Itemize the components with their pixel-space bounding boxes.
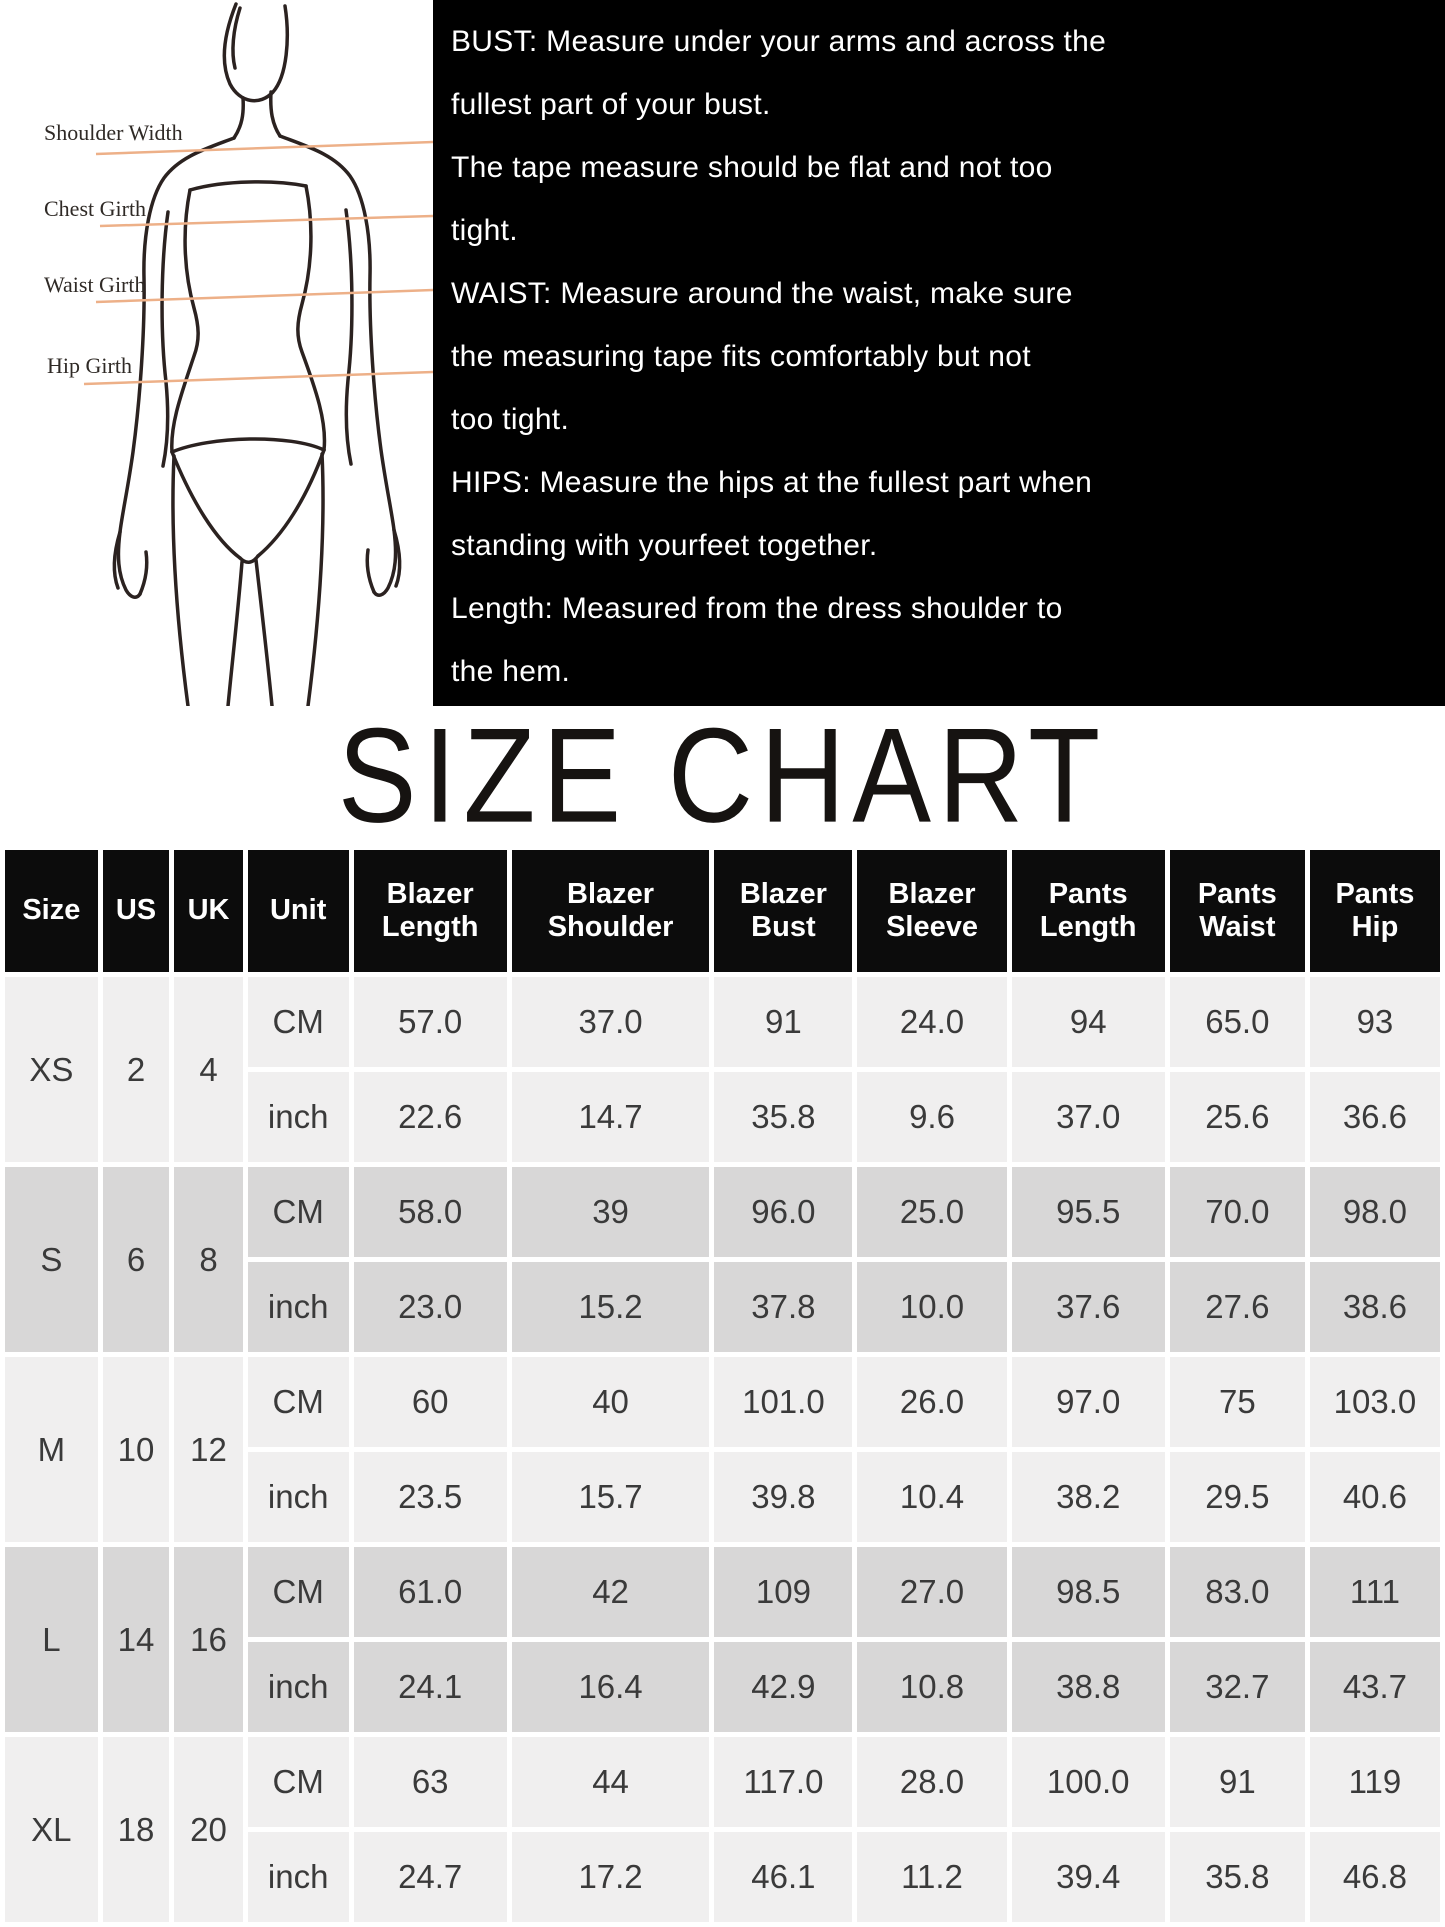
value-cell: 38.2: [1012, 1452, 1165, 1542]
size-cell: XS: [5, 977, 98, 1162]
us-cell: 2: [103, 977, 170, 1162]
size-row-cm: [5, 1357, 1440, 1447]
value-cell: 39.8: [714, 1452, 852, 1542]
value-cell: 39.4: [1012, 1832, 1165, 1922]
column-header: Pants Length: [1012, 850, 1165, 972]
value-cell: 37.0: [512, 977, 710, 1067]
hip-measure-line: [84, 372, 433, 384]
value-cell: 44: [512, 1737, 710, 1827]
us-cell: 18: [103, 1737, 170, 1922]
value-cell: 10.0: [857, 1262, 1006, 1352]
instruction-line: WAIST: Measure around the waist, make sure: [451, 276, 1073, 310]
value-cell: 95.5: [1012, 1167, 1165, 1257]
value-cell: 46.8: [1310, 1832, 1440, 1922]
value-cell: 14.7: [512, 1072, 710, 1162]
uk-cell: 20: [174, 1737, 243, 1922]
instruction-line: standing with yourfeet together.: [451, 528, 878, 562]
shoulder-width-label: Shoulder Width: [44, 120, 183, 145]
value-cell: 38.6: [1310, 1262, 1440, 1352]
column-header: Blazer Bust: [714, 850, 852, 972]
value-cell: 103.0: [1310, 1357, 1440, 1447]
figure-outline-path: [114, 4, 399, 706]
unit-cell: inch: [248, 1832, 349, 1922]
instruction-line: the measuring tape fits comfortably but not: [451, 339, 1031, 373]
instruction-line: BUST: Measure under your arms and across the: [451, 24, 1107, 58]
unit-cell: inch: [248, 1072, 349, 1162]
column-header: Size: [5, 850, 98, 972]
value-cell: 65.0: [1170, 977, 1305, 1067]
value-cell: 23.5: [354, 1452, 507, 1542]
instruction-line: The tape measure should be flat and not too: [451, 150, 1053, 184]
value-cell: 32.7: [1170, 1642, 1305, 1732]
value-cell: 91: [1170, 1737, 1305, 1827]
measure-lines: [84, 142, 433, 384]
value-cell: 25.6: [1170, 1072, 1305, 1162]
column-header: UK: [174, 850, 243, 972]
instruction-line: HIPS: Measure the hips at the fullest part when: [451, 465, 1093, 499]
value-cell: 9.6: [857, 1072, 1006, 1162]
unit-cell: inch: [248, 1262, 349, 1352]
value-cell: 35.8: [714, 1072, 852, 1162]
unit-cell: CM: [248, 977, 349, 1067]
waist-girth-label: Waist Girth: [44, 272, 146, 297]
uk-cell: 16: [174, 1547, 243, 1732]
value-cell: 25.0: [857, 1167, 1006, 1257]
value-cell: 98.0: [1310, 1167, 1440, 1257]
value-cell: 61.0: [354, 1547, 507, 1637]
value-cell: 57.0: [354, 977, 507, 1067]
value-cell: 29.5: [1170, 1452, 1305, 1542]
value-cell: 91: [714, 977, 852, 1067]
size-row-cm: [5, 1737, 1440, 1827]
value-cell: 38.8: [1012, 1642, 1165, 1732]
measuring-instructions-panel: [433, 0, 1445, 706]
unit-cell: CM: [248, 1737, 349, 1827]
column-header: Blazer Sleeve: [857, 850, 1006, 972]
us-cell: 14: [103, 1547, 170, 1732]
size-table: [0, 845, 1445, 1927]
measurement-section: [0, 0, 1445, 706]
value-cell: 24.7: [354, 1832, 507, 1922]
value-cell: 16.4: [512, 1642, 710, 1732]
column-header: Unit: [248, 850, 349, 972]
value-cell: 93: [1310, 977, 1440, 1067]
body-measurement-diagram: [0, 0, 433, 706]
page-title: SIZE CHART: [337, 700, 1108, 851]
value-cell: 97.0: [1012, 1357, 1165, 1447]
instruction-line: fullest part of your bust.: [451, 87, 771, 121]
size-cell: M: [5, 1357, 98, 1542]
title-row: [0, 700, 1445, 851]
instruction-line: too tight.: [451, 402, 570, 436]
value-cell: 42.9: [714, 1642, 852, 1732]
size-row-cm: [5, 1547, 1440, 1637]
value-cell: 94: [1012, 977, 1165, 1067]
us-cell: 10: [103, 1357, 170, 1542]
value-cell: 37.8: [714, 1262, 852, 1352]
value-cell: 36.6: [1310, 1072, 1440, 1162]
uk-cell: 4: [174, 977, 243, 1162]
value-cell: 11.2: [857, 1832, 1006, 1922]
value-cell: 17.2: [512, 1832, 710, 1922]
value-cell: 23.0: [354, 1262, 507, 1352]
value-cell: 117.0: [714, 1737, 852, 1827]
value-cell: 15.2: [512, 1262, 710, 1352]
us-cell: 6: [103, 1167, 170, 1352]
value-cell: 43.7: [1310, 1642, 1440, 1732]
value-cell: 27.0: [857, 1547, 1006, 1637]
column-header: Blazer Shoulder: [512, 850, 710, 972]
uk-cell: 8: [174, 1167, 243, 1352]
value-cell: 24.0: [857, 977, 1006, 1067]
value-cell: 46.1: [714, 1832, 852, 1922]
value-cell: 70.0: [1170, 1167, 1305, 1257]
value-cell: 63: [354, 1737, 507, 1827]
column-header: Blazer Length: [354, 850, 507, 972]
value-cell: 26.0: [857, 1357, 1006, 1447]
instruction-line: tight.: [451, 213, 518, 247]
value-cell: 58.0: [354, 1167, 507, 1257]
value-cell: 109: [714, 1547, 852, 1637]
value-cell: 39: [512, 1167, 710, 1257]
unit-cell: inch: [248, 1642, 349, 1732]
value-cell: 40.6: [1310, 1452, 1440, 1542]
value-cell: 15.7: [512, 1452, 710, 1542]
value-cell: 40: [512, 1357, 710, 1447]
waist-measure-line: [96, 290, 433, 302]
size-row-cm: [5, 977, 1440, 1067]
instruction-line: Length: Measured from the dress shoulder to: [451, 591, 1063, 625]
value-cell: 60: [354, 1357, 507, 1447]
unit-cell: CM: [248, 1167, 349, 1257]
unit-cell: CM: [248, 1547, 349, 1637]
value-cell: 35.8: [1170, 1832, 1305, 1922]
uk-cell: 12: [174, 1357, 243, 1542]
value-cell: 22.6: [354, 1072, 507, 1162]
value-cell: 42: [512, 1547, 710, 1637]
unit-cell: inch: [248, 1452, 349, 1542]
value-cell: 83.0: [1170, 1547, 1305, 1637]
hip-girth-label: Hip Girth: [47, 353, 132, 378]
value-cell: 96.0: [714, 1167, 852, 1257]
value-cell: 119: [1310, 1737, 1440, 1827]
unit-cell: CM: [248, 1357, 349, 1447]
value-cell: 98.5: [1012, 1547, 1165, 1637]
header-row: [5, 850, 1440, 972]
size-cell: L: [5, 1547, 98, 1732]
size-cell: XL: [5, 1737, 98, 1922]
size-table-body: [5, 977, 1440, 1922]
value-cell: 111: [1310, 1547, 1440, 1637]
size-cell: S: [5, 1167, 98, 1352]
value-cell: 100.0: [1012, 1737, 1165, 1827]
value-cell: 75: [1170, 1357, 1305, 1447]
column-header: US: [103, 850, 170, 972]
value-cell: 24.1: [354, 1642, 507, 1732]
value-cell: 10.8: [857, 1642, 1006, 1732]
size-row-cm: [5, 1167, 1440, 1257]
instruction-line: the hem.: [451, 654, 571, 688]
value-cell: 37.6: [1012, 1262, 1165, 1352]
value-cell: 27.6: [1170, 1262, 1305, 1352]
value-cell: 37.0: [1012, 1072, 1165, 1162]
value-cell: 28.0: [857, 1737, 1006, 1827]
size-table-header: [5, 850, 1440, 972]
column-header: Pants Waist: [1170, 850, 1305, 972]
chest-girth-label: Chest Girth: [44, 196, 147, 221]
value-cell: 10.4: [857, 1452, 1006, 1542]
column-header: Pants Hip: [1310, 850, 1440, 972]
value-cell: 101.0: [714, 1357, 852, 1447]
